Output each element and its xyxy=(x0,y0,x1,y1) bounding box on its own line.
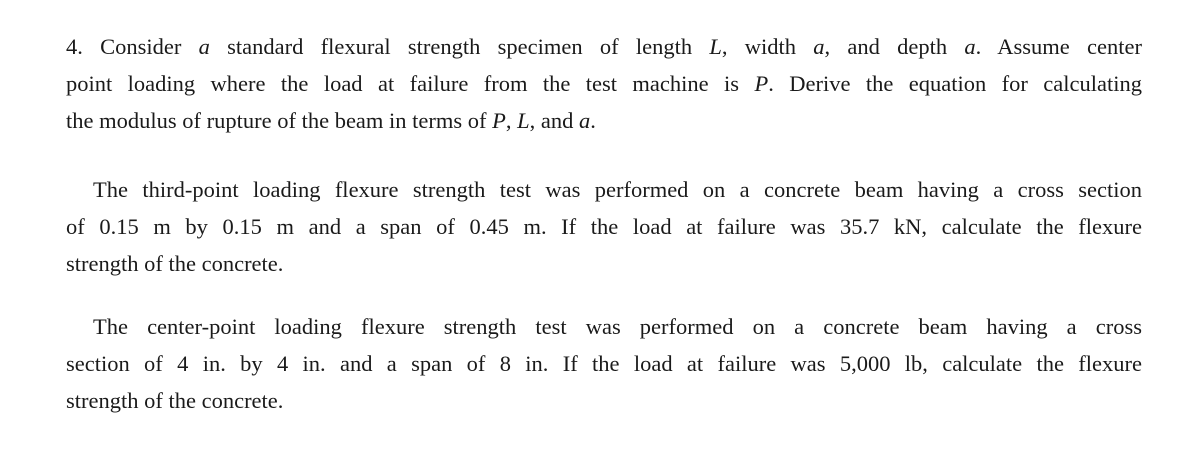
problem-4-paragraph xyxy=(66,28,1142,139)
center-point-line-3: strength of the concrete. xyxy=(66,388,284,413)
third-point-line-3: strength of the concrete. xyxy=(66,251,284,276)
third-point-line-1: The third-point loading flexure strength test was performed on a concrete beam having a cross section xyxy=(93,177,1142,202)
center-point-line-1: The center-point loading flexure strength test was performed on a concrete beam having a cross xyxy=(93,314,1142,339)
problem-4-line-1: 4. Consider a standard flexural strength specimen of length L, width a, and depth a. Assume center xyxy=(66,34,1142,59)
center-point-loading-paragraph xyxy=(66,308,1142,419)
center-point-line-2: section of 4 in. by 4 in. and a span of 8 in. If the load at failure was 5,000 lb, calculate the flexure xyxy=(66,351,1142,376)
problem-4-line-2: point loading where the load at failure from the test machine is P. Derive the equation for calculating xyxy=(66,71,1142,96)
problem-4-line-3: the modulus of rupture of the beam in terms of P, L, and a. xyxy=(66,108,596,133)
third-point-line-2: of 0.15 m by 0.15 m and a span of 0.45 m. If the load at failure was 35.7 kN, calculate the flexure xyxy=(66,214,1142,239)
third-point-loading-paragraph xyxy=(66,171,1142,282)
